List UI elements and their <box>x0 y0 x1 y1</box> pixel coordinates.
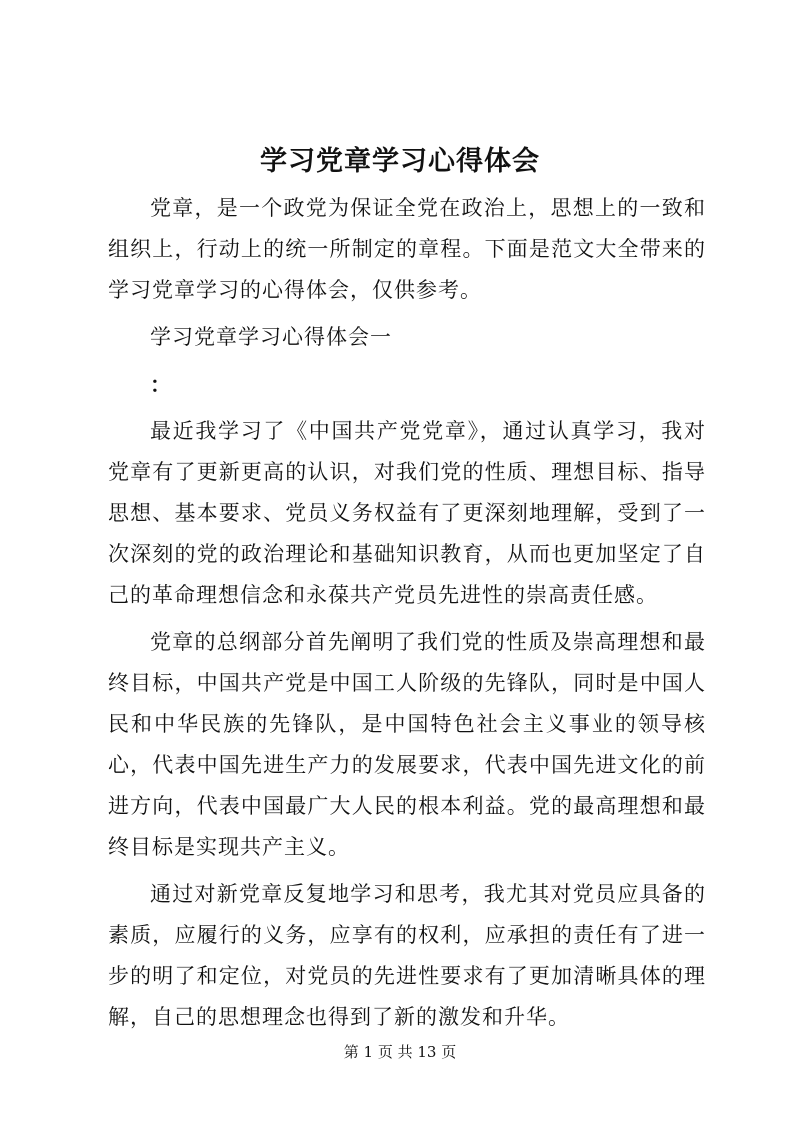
section-colon: ： <box>150 372 171 397</box>
body-paragraph-3: 通过对新党章反复地学习和思考，我尤其对党员应具备的素质，应履行的义务，应享有的权利，应承担的责任有了进一步的明了和定位，对党员的先进性要求有了更加清晰具体的理解，自己的思想理念也得到了新的激发和升华。 <box>108 882 706 1029</box>
body-paragraph-2: 党章的总纲部分首先阐明了我们党的性质及崇高理想和最终目标，中国共产党是中国工人阶级的先锋队，同时是中国人民和中华民族的先锋队，是中国特色社会主义事业的领导核心，代表中国先进生产力的发展要求，代表中国先进文化的前进方向，代表中国最广大人民的根本利益。党的最高理想和最终目标是实现共产主义。 <box>108 630 706 859</box>
section-heading: 学习党章学习心得体会一 <box>150 325 392 349</box>
document-body <box>108 188 706 1038</box>
intro-paragraph: 党章，是一个政党为保证全党在政治上，思想上的一致和组织上，行动上的统一所制定的章程。下面是范文大全带来的学习党章学习的心得体会，仅供参考。 <box>108 196 706 302</box>
document-title: 学习党章学习心得体会 <box>260 146 540 177</box>
page-number-footer: 第 1 页 共 13 页 <box>343 1043 457 1061</box>
body-paragraph-1: 最近我学习了《中国共产党党章》，通过认真学习，我对党章有了更新更高的认识，对我们党的性质、理想目标、指导思想、基本要求、党员义务权益有了更深刻地理解，受到了一次深刻的党的政治理论和基础知识教育，从而也更加坚定了自己的革命理想信念和永葆共产党员先进性的崇高责任感。 <box>108 419 706 607</box>
